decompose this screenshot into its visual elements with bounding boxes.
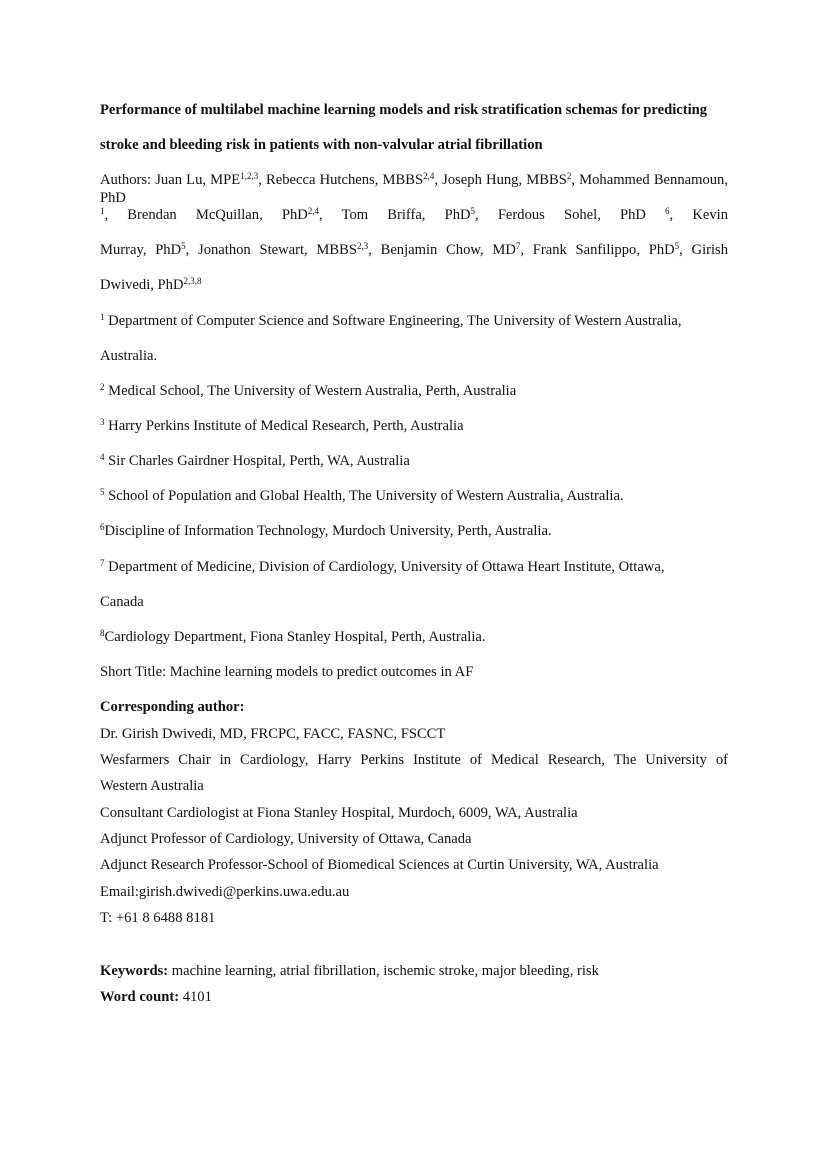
corresponding-author-heading: Corresponding author: bbox=[100, 699, 245, 715]
author-affil-sup: 7 bbox=[515, 241, 521, 251]
author-name: Girish bbox=[691, 242, 729, 258]
corresponding-author-role-1: Consultant Cardiologist at Fiona Stanley Hospital, Murdoch, 6009, WA, Australia bbox=[100, 805, 578, 821]
word-count-value: 4101 bbox=[179, 989, 212, 1005]
author-name: Murray, PhD bbox=[100, 242, 182, 258]
affiliation-text: Department of Medicine, Division of Cardiology, University of Ottawa Heart Institute, Ottawa, bbox=[108, 559, 665, 575]
affiliation-1 bbox=[100, 312, 728, 330]
author-name: Brendan McQuillan, PhD bbox=[127, 207, 308, 223]
author-name: Kevin bbox=[692, 207, 728, 223]
author-name: Juan Lu, MPE bbox=[155, 172, 241, 188]
author-affil-sup: 2,4 bbox=[307, 206, 320, 216]
author-affil-sup: 5 bbox=[181, 241, 186, 251]
word-count-label: Word count: bbox=[100, 989, 180, 1005]
authors-prefix: Authors: bbox=[100, 172, 156, 188]
author-affil-sup: 2,3 bbox=[356, 241, 369, 251]
authors-line-3: Murray, PhD$^5$, Jonathon Stewart, MBBS$^{2,3}$, Benjamin Chow, $MD^7$, Frank Sanfilippo, PhD$^5$, Girish bbox=[100, 241, 729, 258]
affiliation-text: Medical School, The University of Western Australia, Perth, Australia bbox=[108, 383, 517, 399]
affiliation-number: 2 bbox=[100, 382, 105, 392]
corresponding-author-name: Dr. Girish Dwivedi, MD, FRCPC, FACC, FASNC, FSCCT bbox=[100, 726, 446, 742]
paper-title-line-2: stroke and bleeding risk in patients with non-valvular atrial fibrillation bbox=[100, 137, 543, 153]
affiliation-number: 4 bbox=[100, 452, 105, 462]
affiliation-number: 5 bbox=[100, 487, 105, 497]
author-name: Jonathon Stewart, MBBS bbox=[198, 242, 357, 258]
author-affil-sup: 1,2,3 bbox=[240, 171, 259, 181]
author-affil-sup: 6 bbox=[665, 206, 670, 216]
author-affil-sup: 1 bbox=[100, 206, 105, 216]
affiliation-text: Sir Charles Gairdner Hospital, Perth, WA, Australia bbox=[108, 453, 410, 469]
author-name: Benjamin Chow, MD bbox=[380, 242, 516, 258]
affiliation-text: Cardiology Department, Fiona Stanley Hospital, Perth, Australia. bbox=[104, 629, 486, 645]
author-affil-sup: 5 bbox=[674, 241, 680, 251]
author-name: Dwivedi, PhD bbox=[100, 277, 184, 293]
affiliation-number: 3 bbox=[100, 417, 105, 427]
affiliation-number: 7 bbox=[100, 558, 105, 568]
affiliation-7-continued: Canada bbox=[100, 594, 144, 610]
affiliation-text: Department of Computer Science and Software Engineering, The University of Western Australia, bbox=[108, 313, 682, 329]
author-affil-sup: 2,4 bbox=[423, 171, 435, 181]
affiliation-text: Harry Perkins Institute of Medical Research, Perth, Australia bbox=[108, 418, 464, 434]
corresponding-author-phone: T: +61 8 6488 8181 bbox=[100, 910, 216, 926]
affiliation-8 bbox=[100, 628, 728, 646]
author-name: Mohammed Bennamoun, PhD bbox=[100, 172, 728, 206]
affiliation-text: School of Population and Global Health, The University of Western Australia, Australia. bbox=[108, 488, 624, 504]
affiliation-number: 6 bbox=[100, 522, 105, 532]
paper-title-line-1: Performance of multilabel machine learning models and risk stratification schemas for predicting bbox=[100, 102, 708, 118]
authors-line-1: Authors: Juan Lu, MPE$^{1,2,3}$, Rebecca Hutchens, MBBS$^{2,4}$, Joseph Hung, MBBS$^2$, Mohammed Bennamoun, PhD bbox=[100, 171, 728, 206]
keywords-value: machine learning, atrial fibrillation, ischemic stroke, major bleeding, risk bbox=[168, 963, 599, 979]
corresponding-author-role-2: Adjunct Professor of Cardiology, University of Ottawa, Canada bbox=[100, 831, 472, 847]
affiliation-2 bbox=[100, 382, 728, 400]
affiliation-5 bbox=[100, 487, 728, 505]
author-name: Frank Sanfilippo, PhD bbox=[532, 242, 675, 258]
keywords-label: Keywords: bbox=[100, 963, 169, 979]
affiliation-number: 8 bbox=[100, 628, 105, 638]
author-name: Ferdous Sohel, PhD bbox=[497, 207, 646, 223]
corresponding-author-position-continued: Western Australia bbox=[100, 778, 204, 794]
word-count bbox=[100, 988, 728, 1006]
author-affil-sup: 5 bbox=[470, 206, 476, 216]
author-name: Joseph Hung, MBBS bbox=[442, 172, 567, 188]
author-affil-sup: 2,3,8 bbox=[183, 276, 202, 286]
authors-line-4 bbox=[100, 276, 728, 294]
corresponding-author-position: Wesfarmers Chair in Cardiology, Harry Perkins Institute of Medical Research, The University of bbox=[100, 752, 728, 768]
corresponding-author-email: Email:girish.dwivedi@perkins.uwa.edu.au bbox=[100, 884, 350, 900]
keywords bbox=[100, 962, 728, 980]
author-affil-sup: 2 bbox=[566, 171, 572, 181]
affiliation-number: 1 bbox=[100, 312, 105, 322]
author-name: Tom Briffa, PhD bbox=[341, 207, 471, 223]
corresponding-author-role-3: Adjunct Research Professor-School of Biomedical Sciences at Curtin University, WA, Australia bbox=[100, 857, 659, 873]
affiliation-1-continued: Australia. bbox=[100, 348, 158, 364]
affiliation-3 bbox=[100, 417, 728, 435]
affiliation-4 bbox=[100, 452, 728, 470]
affiliation-text: Discipline of Information Technology, Murdoch University, Perth, Australia. bbox=[104, 523, 552, 539]
short-title: Short Title: Machine learning models to predict outcomes in AF bbox=[100, 664, 474, 680]
affiliation-7 bbox=[100, 558, 728, 576]
author-name: Rebecca Hutchens, MBBS bbox=[266, 172, 424, 188]
affiliation-6 bbox=[100, 522, 728, 540]
authors-line-2: $^1$, Brendan McQuillan, PhD$^{2,4}$, Tom Briffa, PhD$^5$, Ferdous Sohel, PhD $^6$, Kevin bbox=[100, 206, 728, 223]
